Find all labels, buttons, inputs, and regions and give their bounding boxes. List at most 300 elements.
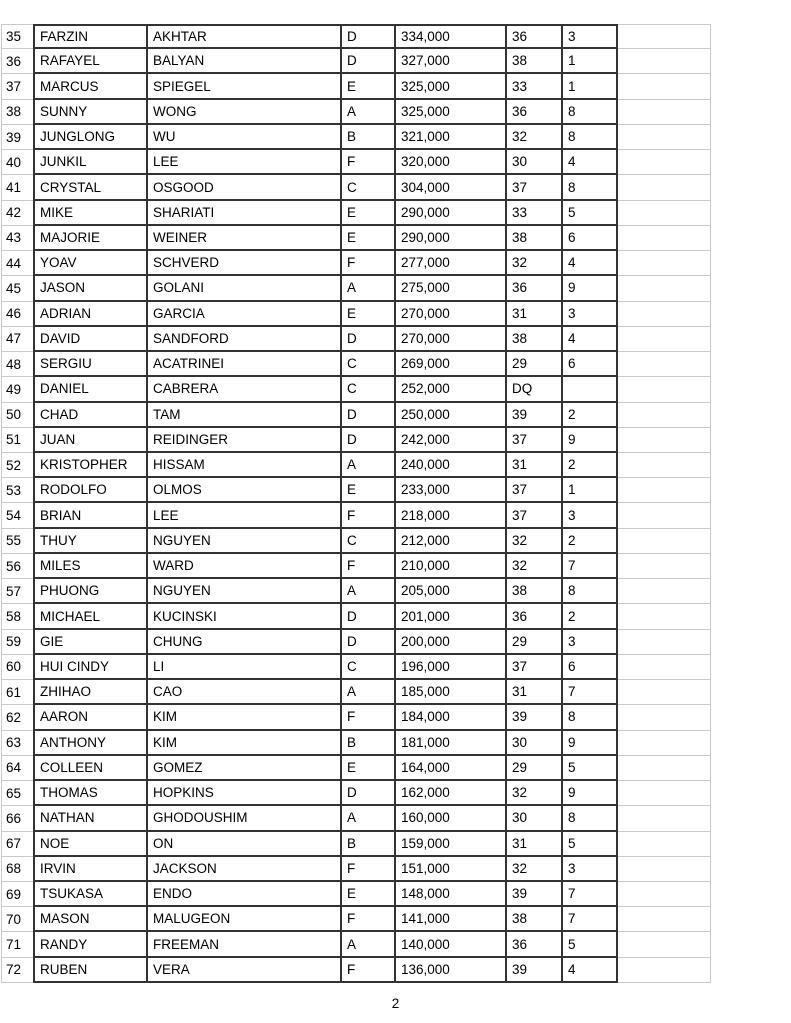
last-name-cell: ON bbox=[148, 832, 342, 857]
rank-cell: 71 bbox=[1, 932, 33, 957]
letter-cell: D bbox=[342, 327, 396, 352]
letter-cell: C bbox=[342, 175, 396, 200]
empty-notes-cell bbox=[618, 832, 711, 857]
empty-notes-cell bbox=[618, 882, 711, 907]
last-name-cell: VERA bbox=[148, 958, 342, 983]
table-row bbox=[1, 705, 711, 730]
table-row bbox=[1, 125, 711, 150]
first-name-cell: MARCUS bbox=[33, 74, 148, 99]
table-row bbox=[1, 630, 711, 655]
letter-cell: A bbox=[342, 806, 396, 831]
last-name-cell: OSGOOD bbox=[148, 175, 342, 200]
first-name-cell: RUBEN bbox=[33, 958, 148, 983]
last-name-cell: MALUGEON bbox=[148, 907, 342, 932]
first-name-cell: BRIAN bbox=[33, 503, 148, 528]
rank-cell: 66 bbox=[1, 806, 33, 831]
amount-cell: 233,000 bbox=[396, 478, 507, 503]
table-row bbox=[1, 503, 711, 528]
first-name-cell: DANIEL bbox=[33, 377, 148, 402]
empty-notes-cell bbox=[618, 579, 711, 604]
first-name-cell: JASON bbox=[33, 276, 148, 301]
letter-cell: F bbox=[342, 907, 396, 932]
seat-number-cell: 3 bbox=[563, 630, 618, 655]
amount-cell: 184,000 bbox=[396, 705, 507, 730]
table-number-cell: 32 bbox=[507, 857, 563, 882]
empty-notes-cell bbox=[618, 150, 711, 175]
rank-cell: 45 bbox=[1, 276, 33, 301]
seat-number-cell: 8 bbox=[563, 806, 618, 831]
empty-notes-cell bbox=[618, 276, 711, 301]
table-row bbox=[1, 932, 711, 957]
empty-notes-cell bbox=[618, 24, 711, 49]
table-number-cell: 38 bbox=[507, 579, 563, 604]
seat-number-cell: 4 bbox=[563, 150, 618, 175]
seat-number-cell: 5 bbox=[563, 832, 618, 857]
rank-cell: 41 bbox=[1, 175, 33, 200]
empty-notes-cell bbox=[618, 125, 711, 150]
amount-cell: 181,000 bbox=[396, 731, 507, 756]
seat-number-cell: 1 bbox=[563, 478, 618, 503]
letter-cell: A bbox=[342, 100, 396, 125]
amount-cell: 290,000 bbox=[396, 226, 507, 251]
table-row bbox=[1, 529, 711, 554]
standings-table bbox=[1, 24, 711, 983]
table-row bbox=[1, 604, 711, 629]
table-row bbox=[1, 428, 711, 453]
empty-notes-cell bbox=[618, 49, 711, 74]
last-name-cell: CHUNG bbox=[148, 630, 342, 655]
table-row bbox=[1, 554, 711, 579]
table-number-cell: 39 bbox=[507, 705, 563, 730]
last-name-cell: CABRERA bbox=[148, 377, 342, 402]
seat-number-cell: 3 bbox=[563, 302, 618, 327]
empty-notes-cell bbox=[618, 352, 711, 377]
seat-number-cell: 6 bbox=[563, 226, 618, 251]
amount-cell: 277,000 bbox=[396, 251, 507, 276]
first-name-cell: MAJORIE bbox=[33, 226, 148, 251]
amount-cell: 270,000 bbox=[396, 327, 507, 352]
letter-cell: F bbox=[342, 857, 396, 882]
rank-cell: 54 bbox=[1, 503, 33, 528]
rank-cell: 51 bbox=[1, 428, 33, 453]
table-row bbox=[1, 352, 711, 377]
table-number-cell: 31 bbox=[507, 453, 563, 478]
letter-cell: A bbox=[342, 680, 396, 705]
letter-cell: C bbox=[342, 352, 396, 377]
first-name-cell: MILES bbox=[33, 554, 148, 579]
table-number-cell: 29 bbox=[507, 630, 563, 655]
last-name-cell: NGUYEN bbox=[148, 579, 342, 604]
table-row bbox=[1, 680, 711, 705]
first-name-cell: CRYSTAL bbox=[33, 175, 148, 200]
last-name-cell: HISSAM bbox=[148, 453, 342, 478]
rank-cell: 57 bbox=[1, 579, 33, 604]
letter-cell: F bbox=[342, 958, 396, 983]
table-row bbox=[1, 756, 711, 781]
letter-cell: D bbox=[342, 403, 396, 428]
seat-number-cell: 1 bbox=[563, 74, 618, 99]
amount-cell: 140,000 bbox=[396, 932, 507, 957]
last-name-cell: NGUYEN bbox=[148, 529, 342, 554]
amount-cell: 218,000 bbox=[396, 503, 507, 528]
amount-cell: 196,000 bbox=[396, 655, 507, 680]
rank-cell: 37 bbox=[1, 74, 33, 99]
first-name-cell: RODOLFO bbox=[33, 478, 148, 503]
table-row bbox=[1, 302, 711, 327]
table-number-cell: 39 bbox=[507, 403, 563, 428]
empty-notes-cell bbox=[618, 428, 711, 453]
first-name-cell: ZHIHAO bbox=[33, 680, 148, 705]
seat-number-cell: 2 bbox=[563, 604, 618, 629]
rank-cell: 38 bbox=[1, 100, 33, 125]
table-row bbox=[1, 100, 711, 125]
first-name-cell: KRISTOPHER bbox=[33, 453, 148, 478]
empty-notes-cell bbox=[618, 604, 711, 629]
rank-cell: 63 bbox=[1, 731, 33, 756]
letter-cell: D bbox=[342, 781, 396, 806]
last-name-cell: SCHVERD bbox=[148, 251, 342, 276]
empty-notes-cell bbox=[618, 630, 711, 655]
amount-cell: 148,000 bbox=[396, 882, 507, 907]
rank-cell: 56 bbox=[1, 554, 33, 579]
table-row bbox=[1, 579, 711, 604]
rank-cell: 46 bbox=[1, 302, 33, 327]
rank-cell: 48 bbox=[1, 352, 33, 377]
last-name-cell: GOMEZ bbox=[148, 756, 342, 781]
rank-cell: 62 bbox=[1, 705, 33, 730]
last-name-cell: CAO bbox=[148, 680, 342, 705]
empty-notes-cell bbox=[618, 74, 711, 99]
table-number-cell: 38 bbox=[507, 907, 563, 932]
empty-notes-cell bbox=[618, 680, 711, 705]
last-name-cell: GARCIA bbox=[148, 302, 342, 327]
seat-number-cell: 3 bbox=[563, 24, 618, 49]
last-name-cell: HOPKINS bbox=[148, 781, 342, 806]
last-name-cell: WARD bbox=[148, 554, 342, 579]
letter-cell: E bbox=[342, 74, 396, 99]
table-row bbox=[1, 403, 711, 428]
letter-cell: D bbox=[342, 49, 396, 74]
last-name-cell: JACKSON bbox=[148, 857, 342, 882]
amount-cell: 250,000 bbox=[396, 403, 507, 428]
table-number-cell: 31 bbox=[507, 680, 563, 705]
rank-cell: 39 bbox=[1, 125, 33, 150]
rank-cell: 44 bbox=[1, 251, 33, 276]
amount-cell: 151,000 bbox=[396, 857, 507, 882]
last-name-cell: WU bbox=[148, 125, 342, 150]
amount-cell: 185,000 bbox=[396, 680, 507, 705]
letter-cell: B bbox=[342, 832, 396, 857]
empty-notes-cell bbox=[618, 756, 711, 781]
empty-notes-cell bbox=[618, 554, 711, 579]
rank-cell: 35 bbox=[1, 24, 33, 49]
amount-cell: 240,000 bbox=[396, 453, 507, 478]
rank-cell: 40 bbox=[1, 150, 33, 175]
table-row bbox=[1, 327, 711, 352]
last-name-cell: GHODOUSHIM bbox=[148, 806, 342, 831]
seat-number-cell: 9 bbox=[563, 428, 618, 453]
amount-cell: 325,000 bbox=[396, 100, 507, 125]
letter-cell: A bbox=[342, 453, 396, 478]
amount-cell: 201,000 bbox=[396, 604, 507, 629]
table-row bbox=[1, 175, 711, 200]
letter-cell: E bbox=[342, 226, 396, 251]
table-number-cell: 36 bbox=[507, 604, 563, 629]
table-number-cell: 30 bbox=[507, 806, 563, 831]
table-number-cell: 33 bbox=[507, 74, 563, 99]
empty-notes-cell bbox=[618, 377, 711, 402]
table-number-cell: 32 bbox=[507, 554, 563, 579]
rank-cell: 42 bbox=[1, 201, 33, 226]
amount-cell: 252,000 bbox=[396, 377, 507, 402]
amount-cell: 159,000 bbox=[396, 832, 507, 857]
seat-number-cell: 9 bbox=[563, 276, 618, 301]
seat-number-cell: 3 bbox=[563, 857, 618, 882]
table-row bbox=[1, 857, 711, 882]
seat-number-cell: 4 bbox=[563, 251, 618, 276]
last-name-cell: TAM bbox=[148, 403, 342, 428]
empty-notes-cell bbox=[618, 302, 711, 327]
rank-cell: 47 bbox=[1, 327, 33, 352]
empty-notes-cell bbox=[618, 655, 711, 680]
letter-cell: C bbox=[342, 529, 396, 554]
amount-cell: 334,000 bbox=[396, 24, 507, 49]
seat-number-cell: 2 bbox=[563, 453, 618, 478]
rank-cell: 70 bbox=[1, 907, 33, 932]
table-row bbox=[1, 276, 711, 301]
last-name-cell: ENDO bbox=[148, 882, 342, 907]
letter-cell: A bbox=[342, 276, 396, 301]
table-row bbox=[1, 453, 711, 478]
letter-cell: E bbox=[342, 302, 396, 327]
letter-cell: D bbox=[342, 630, 396, 655]
amount-cell: 269,000 bbox=[396, 352, 507, 377]
table-number-cell: 32 bbox=[507, 251, 563, 276]
first-name-cell: RANDY bbox=[33, 932, 148, 957]
table-number-cell: 36 bbox=[507, 932, 563, 957]
empty-notes-cell bbox=[618, 100, 711, 125]
seat-number-cell: 5 bbox=[563, 201, 618, 226]
first-name-cell: DAVID bbox=[33, 327, 148, 352]
rank-cell: 67 bbox=[1, 832, 33, 857]
seat-number-cell: 4 bbox=[563, 958, 618, 983]
seat-number-cell: 7 bbox=[563, 907, 618, 932]
table-number-cell: 39 bbox=[507, 958, 563, 983]
seat-number-cell: 6 bbox=[563, 655, 618, 680]
first-name-cell: SUNNY bbox=[33, 100, 148, 125]
letter-cell: E bbox=[342, 201, 396, 226]
letter-cell: B bbox=[342, 125, 396, 150]
table-row bbox=[1, 251, 711, 276]
amount-cell: 290,000 bbox=[396, 201, 507, 226]
table-row bbox=[1, 731, 711, 756]
table-row bbox=[1, 907, 711, 932]
first-name-cell: THUY bbox=[33, 529, 148, 554]
table-number-cell: DQ bbox=[507, 377, 563, 402]
first-name-cell: HUI CINDY bbox=[33, 655, 148, 680]
rank-cell: 49 bbox=[1, 377, 33, 402]
letter-cell: E bbox=[342, 882, 396, 907]
table-row bbox=[1, 655, 711, 680]
first-name-cell: MASON bbox=[33, 907, 148, 932]
empty-notes-cell bbox=[618, 503, 711, 528]
seat-number-cell: 2 bbox=[563, 403, 618, 428]
last-name-cell: WEINER bbox=[148, 226, 342, 251]
empty-notes-cell bbox=[618, 251, 711, 276]
letter-cell: B bbox=[342, 731, 396, 756]
amount-cell: 200,000 bbox=[396, 630, 507, 655]
first-name-cell: NOE bbox=[33, 832, 148, 857]
empty-notes-cell bbox=[618, 201, 711, 226]
first-name-cell: AARON bbox=[33, 705, 148, 730]
last-name-cell: SHARIATI bbox=[148, 201, 342, 226]
amount-cell: 320,000 bbox=[396, 150, 507, 175]
table-number-cell: 39 bbox=[507, 882, 563, 907]
table-number-cell: 29 bbox=[507, 352, 563, 377]
amount-cell: 162,000 bbox=[396, 781, 507, 806]
first-name-cell: IRVIN bbox=[33, 857, 148, 882]
seat-number-cell bbox=[563, 377, 618, 402]
rank-cell: 36 bbox=[1, 49, 33, 74]
empty-notes-cell bbox=[618, 478, 711, 503]
amount-cell: 275,000 bbox=[396, 276, 507, 301]
letter-cell: E bbox=[342, 478, 396, 503]
table-number-cell: 36 bbox=[507, 100, 563, 125]
seat-number-cell: 3 bbox=[563, 503, 618, 528]
table-row bbox=[1, 781, 711, 806]
table-row bbox=[1, 24, 711, 49]
amount-cell: 325,000 bbox=[396, 74, 507, 99]
seat-number-cell: 6 bbox=[563, 352, 618, 377]
last-name-cell: BALYAN bbox=[148, 49, 342, 74]
amount-cell: 270,000 bbox=[396, 302, 507, 327]
amount-cell: 136,000 bbox=[396, 958, 507, 983]
table-number-cell: 38 bbox=[507, 327, 563, 352]
table-number-cell: 37 bbox=[507, 175, 563, 200]
seat-number-cell: 9 bbox=[563, 781, 618, 806]
table-number-cell: 38 bbox=[507, 226, 563, 251]
seat-number-cell: 8 bbox=[563, 175, 618, 200]
first-name-cell: JUAN bbox=[33, 428, 148, 453]
empty-notes-cell bbox=[618, 781, 711, 806]
empty-notes-cell bbox=[618, 226, 711, 251]
last-name-cell: KIM bbox=[148, 705, 342, 730]
table-number-cell: 29 bbox=[507, 756, 563, 781]
seat-number-cell: 5 bbox=[563, 932, 618, 957]
amount-cell: 327,000 bbox=[396, 49, 507, 74]
table-row bbox=[1, 201, 711, 226]
letter-cell: F bbox=[342, 150, 396, 175]
rank-cell: 69 bbox=[1, 882, 33, 907]
empty-notes-cell bbox=[618, 705, 711, 730]
seat-number-cell: 7 bbox=[563, 680, 618, 705]
first-name-cell: MICHAEL bbox=[33, 604, 148, 629]
amount-cell: 160,000 bbox=[396, 806, 507, 831]
table-row bbox=[1, 478, 711, 503]
letter-cell: F bbox=[342, 705, 396, 730]
last-name-cell: LEE bbox=[148, 150, 342, 175]
amount-cell: 164,000 bbox=[396, 756, 507, 781]
seat-number-cell: 8 bbox=[563, 705, 618, 730]
empty-notes-cell bbox=[618, 403, 711, 428]
first-name-cell: GIE bbox=[33, 630, 148, 655]
table-row bbox=[1, 150, 711, 175]
last-name-cell: AKHTAR bbox=[148, 24, 342, 49]
last-name-cell: GOLANI bbox=[148, 276, 342, 301]
first-name-cell: NATHAN bbox=[33, 806, 148, 831]
last-name-cell: SPIEGEL bbox=[148, 74, 342, 99]
table-number-cell: 37 bbox=[507, 655, 563, 680]
first-name-cell: JUNKIL bbox=[33, 150, 148, 175]
table-row bbox=[1, 226, 711, 251]
table-number-cell: 33 bbox=[507, 201, 563, 226]
seat-number-cell: 8 bbox=[563, 125, 618, 150]
first-name-cell: JUNGLONG bbox=[33, 125, 148, 150]
empty-notes-cell bbox=[618, 907, 711, 932]
first-name-cell: MIKE bbox=[33, 201, 148, 226]
table-row bbox=[1, 377, 711, 402]
rank-cell: 53 bbox=[1, 478, 33, 503]
seat-number-cell: 2 bbox=[563, 529, 618, 554]
rank-cell: 60 bbox=[1, 655, 33, 680]
table-number-cell: 36 bbox=[507, 276, 563, 301]
last-name-cell: ACATRINEI bbox=[148, 352, 342, 377]
table-number-cell: 31 bbox=[507, 302, 563, 327]
page-number: 2 bbox=[391, 996, 400, 1011]
last-name-cell: WONG bbox=[148, 100, 342, 125]
last-name-cell: REIDINGER bbox=[148, 428, 342, 453]
first-name-cell: RAFAYEL bbox=[33, 49, 148, 74]
rank-cell: 68 bbox=[1, 857, 33, 882]
last-name-cell: LI bbox=[148, 655, 342, 680]
last-name-cell: OLMOS bbox=[148, 478, 342, 503]
first-name-cell: YOAV bbox=[33, 251, 148, 276]
empty-notes-cell bbox=[618, 932, 711, 957]
last-name-cell: FREEMAN bbox=[148, 932, 342, 957]
table-row bbox=[1, 806, 711, 831]
letter-cell: F bbox=[342, 554, 396, 579]
amount-cell: 205,000 bbox=[396, 579, 507, 604]
last-name-cell: KUCINSKI bbox=[148, 604, 342, 629]
letter-cell: A bbox=[342, 932, 396, 957]
letter-cell: C bbox=[342, 655, 396, 680]
rank-cell: 55 bbox=[1, 529, 33, 554]
seat-number-cell: 8 bbox=[563, 579, 618, 604]
seat-number-cell: 7 bbox=[563, 554, 618, 579]
empty-notes-cell bbox=[618, 327, 711, 352]
first-name-cell: THOMAS bbox=[33, 781, 148, 806]
last-name-cell: KIM bbox=[148, 731, 342, 756]
table-row bbox=[1, 832, 711, 857]
seat-number-cell: 5 bbox=[563, 756, 618, 781]
rank-cell: 59 bbox=[1, 630, 33, 655]
seat-number-cell: 1 bbox=[563, 49, 618, 74]
amount-cell: 304,000 bbox=[396, 175, 507, 200]
table-number-cell: 38 bbox=[507, 49, 563, 74]
table-number-cell: 31 bbox=[507, 832, 563, 857]
amount-cell: 210,000 bbox=[396, 554, 507, 579]
empty-notes-cell bbox=[618, 453, 711, 478]
table-row bbox=[1, 49, 711, 74]
letter-cell: C bbox=[342, 377, 396, 402]
amount-cell: 321,000 bbox=[396, 125, 507, 150]
rank-cell: 43 bbox=[1, 226, 33, 251]
rank-cell: 52 bbox=[1, 453, 33, 478]
empty-notes-cell bbox=[618, 175, 711, 200]
letter-cell: A bbox=[342, 579, 396, 604]
letter-cell: D bbox=[342, 428, 396, 453]
letter-cell: D bbox=[342, 604, 396, 629]
